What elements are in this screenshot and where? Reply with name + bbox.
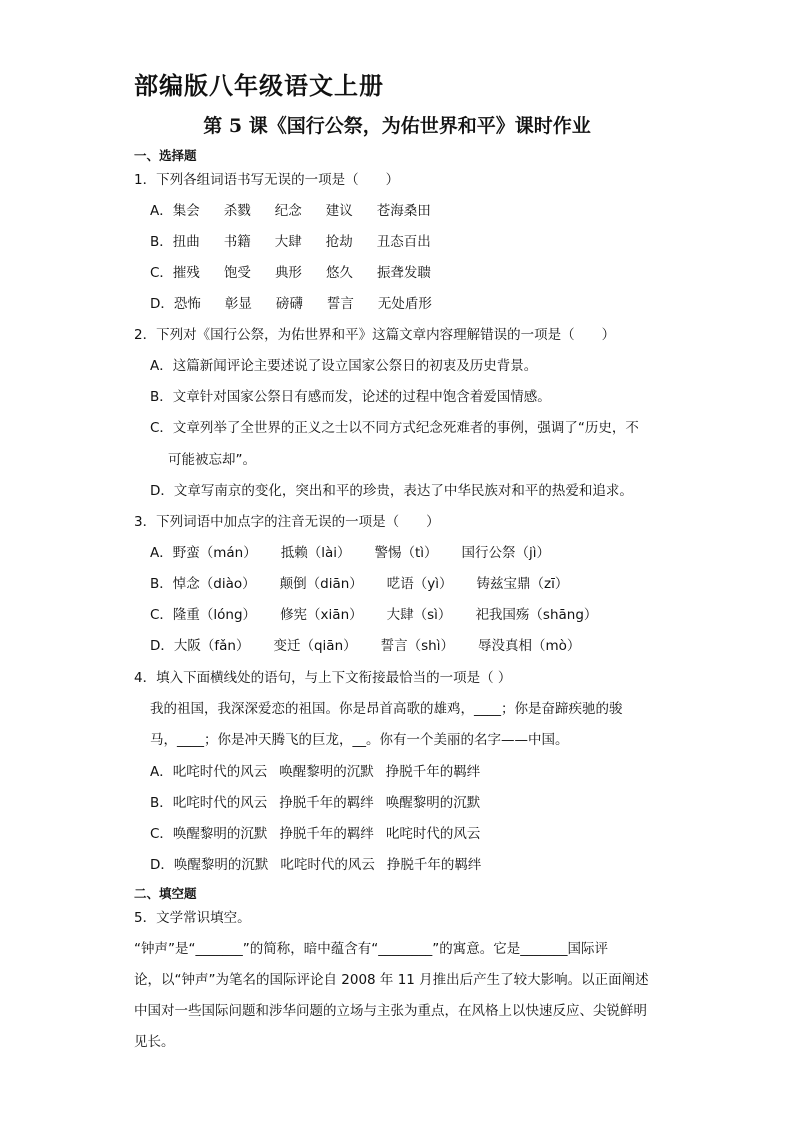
question-4-passage-line-1: 我的祖国，我深深爱恋的祖国。你是昂首高歌的雄鸡，____；你是奋蹄疾驰的骏 <box>150 701 623 717</box>
option-text: 呓语（yì） <box>386 576 453 592</box>
option-text: 辱没真相（mò） <box>477 638 581 654</box>
question-2-stem: 2．下列对《国行公祭，为佑世界和平》这篇文章内容理解错误的一项是（ ） <box>134 327 616 343</box>
question-5-text-line-2: 论，以“钟声”为笔名的国际评论自 2008 年 11 月推出后产生了较大影响。以正面阐述 <box>134 972 649 988</box>
question-3-option-d <box>150 637 580 655</box>
option-text: 书籍 <box>223 234 251 250</box>
lesson-subtitle: 第 5 课《国行公祭，为佑世界和平》课时作业 <box>203 115 591 137</box>
option-text: 挣脱千年的羁绊 <box>386 857 482 873</box>
option-text: 饱受 <box>223 265 251 281</box>
question-3-option-c <box>150 606 597 624</box>
option-text: 铸兹宝鼎（zī） <box>476 576 569 592</box>
option-text: A．野蛮（mán） <box>150 545 257 561</box>
document-title: 部编版八年级语文上册 <box>134 72 384 100</box>
option-text: 唤醒黎明的沉默 <box>279 764 374 780</box>
question-5-text-line-1: “钟声”是“_______”的简称，暗中蕴含有“________”的寓意。它是_______国际评 <box>134 941 608 957</box>
question-3-option-b <box>150 575 568 593</box>
option-text: 纪念 <box>274 203 302 219</box>
section-heading-choice: 一、选择题 <box>134 148 197 163</box>
option-text: 挣脱千年的羁绊 <box>279 795 374 811</box>
option-text: 丑态百出 <box>376 234 431 250</box>
question-5-text-line-4: 见长。 <box>134 1034 175 1050</box>
question-1-option-a <box>150 202 431 220</box>
option-text: A．叱咤时代的风云 <box>150 764 268 780</box>
question-2-option-d: D．文章写南京的变化，突出和平的珍贵，表达了中华民族对和平的热爱和追求。 <box>150 483 633 499</box>
option-text: 磅礴 <box>275 296 303 312</box>
question-1-stem: 1．下列各组词语书写无误的一项是（ ） <box>134 172 400 188</box>
question-4-option-c <box>150 825 480 843</box>
question-3-stem: 3．下列词语中加点字的注音无误的一项是（ ） <box>134 514 440 530</box>
question-4-option-a <box>150 763 480 781</box>
option-text: 变迁（qiān） <box>273 638 357 654</box>
option-text: 叱咤时代的风云 <box>385 826 481 842</box>
option-text: 挣脱千年的羁绊 <box>279 826 374 842</box>
section-heading-fill-in: 二、填空题 <box>134 886 197 901</box>
option-text: 挣脱千年的羁绊 <box>385 764 481 780</box>
option-text: C．隆重（lóng） <box>150 607 257 623</box>
option-text: 叱咤时代的风云 <box>280 857 375 873</box>
question-4-stem: 4．填入下面横线处的语句，与上下文衔接最恰当的一项是（ ） <box>134 670 512 686</box>
option-text: B．叱咤时代的风云 <box>150 795 268 811</box>
option-text: 警惕（tì） <box>374 545 438 561</box>
option-text: 修宪（xiān） <box>280 607 363 623</box>
option-text: 悠久 <box>325 265 353 281</box>
question-1-option-c <box>150 264 431 282</box>
option-text: 无处盾形 <box>377 296 432 312</box>
option-text: 誓言 <box>326 296 354 312</box>
option-text: 苍海桑田 <box>376 203 431 219</box>
question-4-option-d <box>150 856 481 874</box>
question-2-option-c-continued: 可能被忘却”。 <box>168 452 256 468</box>
option-text: C．唤醒黎明的沉默 <box>150 826 268 842</box>
question-5-text-line-3: 中国对一些国际问题和涉华问题的立场与主张为重点，在风格上以快速反应、尖锐鲜明 <box>134 1003 647 1019</box>
option-text: 典形 <box>274 265 302 281</box>
option-text: 唤醒黎明的沉默 <box>385 795 481 811</box>
option-text: 建议 <box>325 203 353 219</box>
option-text: 颠倒（diān） <box>279 576 363 592</box>
option-text: 抵赖（lài） <box>280 545 351 561</box>
option-text: 彰显 <box>224 296 252 312</box>
question-5-stem: 5．文学常识填空。 <box>134 910 251 926</box>
question-2-option-c: C．文章列举了全世界的正义之士以不同方式纪念死难者的事例，强调了“历史，不 <box>150 420 639 436</box>
option-text: B．扭曲 <box>150 234 200 250</box>
question-1-option-b <box>150 233 431 251</box>
question-2-option-a: A．这篇新闻评论主要述说了设立国家公祭日的初衷及历史背景。 <box>150 358 538 374</box>
option-text: 抢劫 <box>325 234 353 250</box>
option-text: 国行公祭（jì） <box>461 545 551 561</box>
option-text: A．集会 <box>150 203 200 219</box>
option-text: 杀戮 <box>223 203 251 219</box>
question-1-option-d <box>150 295 432 313</box>
option-text: C．摧残 <box>150 265 200 281</box>
option-text: 振聋发聩 <box>376 265 431 281</box>
question-3-option-a <box>150 544 550 562</box>
question-4-option-b <box>150 794 480 812</box>
question-2-option-b: B．文章针对国家公祭日有感而发，论述的过程中饱含着爱国情感。 <box>150 389 551 405</box>
option-text: D．大阪（fǎn） <box>150 638 250 654</box>
option-text: 誓言（shì） <box>380 638 454 654</box>
option-text: 大肆（sì） <box>386 607 452 623</box>
option-text: 大肆 <box>274 234 302 250</box>
option-text: D．唤醒黎明的沉默 <box>150 857 269 873</box>
question-4-passage-line-2: 马，____；你是冲天腾飞的巨龙，__。你有一个美丽的名字——中国。 <box>150 732 569 748</box>
option-text: B．悼念（diào） <box>150 576 256 592</box>
option-text: D．恐怖 <box>150 296 201 312</box>
option-text: 祀我国殇（shāng） <box>475 607 598 623</box>
